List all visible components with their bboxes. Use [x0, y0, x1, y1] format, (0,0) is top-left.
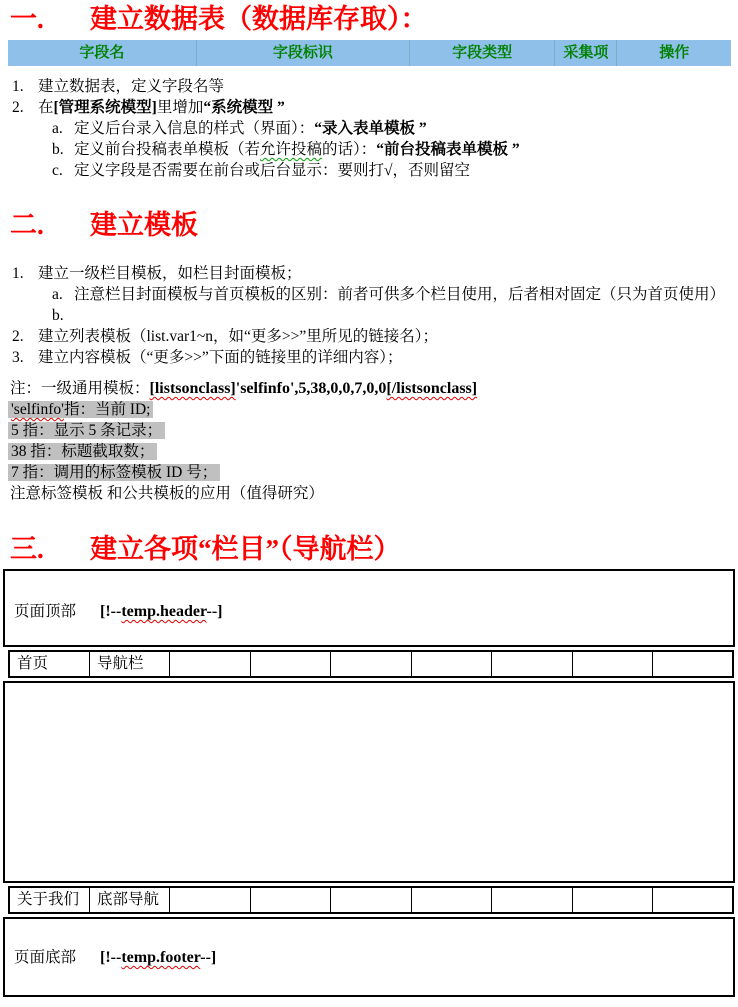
- list-subitem: [0, 305, 738, 326]
- note-tail-line: 注意标签模板 和公共模板的应用（值得研究）: [10, 485, 324, 502]
- note-line: [10, 378, 738, 399]
- section2-heading: [10, 208, 738, 242]
- nav-bar-table: [8, 650, 734, 678]
- footer-cell: [331, 887, 411, 913]
- column-header-field-type: 字段类型: [410, 40, 555, 66]
- footer-cell: [653, 887, 734, 913]
- spellcheck-red: 'selfinfo': [11, 401, 64, 418]
- spellcheck-red: [/listsonclass]: [386, 380, 478, 397]
- section3-heading-title: 建立各项“栏目”（导航栏）: [90, 534, 401, 564]
- list-marker: b.: [52, 141, 64, 158]
- section2-heading-title: 建立模板: [90, 210, 198, 240]
- footer-nav-row: [9, 887, 733, 913]
- list-item-text: 注意栏目封面模板与首页模板的区别：前者可供多个栏目使用，后者相对固定（只为首页使用）: [74, 286, 726, 303]
- section2-list: [0, 263, 738, 368]
- nav-cell: [572, 651, 652, 677]
- list-item-text: 建立内容模板（“更多>>”下面的链接里的详细内容）；: [38, 349, 403, 366]
- temp-footer-tag: [!--temp.footer--]: [100, 949, 217, 966]
- list-subitem: [0, 284, 738, 305]
- header-box-label: 页面顶部: [14, 603, 77, 620]
- list-marker: c.: [52, 162, 63, 179]
- spellcheck-red: temp.footer: [121, 949, 201, 966]
- nav-cell-home: 首页: [9, 651, 89, 677]
- nav-cell: [492, 651, 572, 677]
- temp-header-tag: [!--temp.header--]: [100, 603, 223, 620]
- diagram-footer-box: [3, 917, 735, 997]
- spellcheck-green: 允许投稿: [260, 141, 323, 158]
- highlighted-line: 5 指：显示 5 条记录；: [8, 420, 738, 441]
- section1-heading-title: 建立数据表（数据库存取）：: [90, 4, 428, 34]
- section3-heading-number: 三.: [10, 534, 44, 564]
- list-marker: 1.: [12, 265, 24, 282]
- footer-cell: [411, 887, 491, 913]
- section1-heading-number: 一.: [10, 4, 44, 34]
- list-item: [0, 76, 738, 97]
- footer-cell: [170, 887, 250, 913]
- list-item-text: 在[管理系统模型]里增加“系统模型 ”: [38, 99, 285, 116]
- list-subitem: [0, 139, 738, 160]
- footer-cell-navbar: 底部导航: [89, 887, 169, 913]
- footer-cell: [492, 887, 572, 913]
- page-layout-diagram: [3, 569, 735, 997]
- column-header-operation: 操作: [659, 44, 690, 61]
- list-item: [0, 347, 738, 368]
- section2-heading-number: 二.: [10, 210, 44, 240]
- list-marker: a.: [52, 120, 63, 137]
- column-header-field-id: 字段标识: [197, 40, 410, 66]
- diagram-content-box: [3, 681, 735, 883]
- list-item: [0, 97, 738, 118]
- list-subitem: [0, 118, 738, 139]
- list-marker: 3.: [12, 349, 24, 366]
- highlighted-line: 7 指：调用的标签模板 ID 号；: [8, 462, 738, 483]
- field-table-header: [8, 40, 731, 66]
- section3-heading: [10, 532, 738, 566]
- nav-bar-row: [9, 651, 733, 677]
- template-tag-code: [listsonclass]'selfinfo',5,38,0,0,7,0,0[/listsonclass]: [149, 380, 478, 397]
- highlighted-line: 'selfinfo'指：当前 ID;: [8, 399, 738, 420]
- list-item-text: 建立数据表，定义字段名等: [38, 78, 225, 95]
- list-marker: 2.: [12, 328, 24, 345]
- list-item: [0, 326, 738, 347]
- section1-list: [0, 76, 738, 181]
- list-item-text: 定义后台录入信息的样式（界面）：“录入表单模板 ”: [74, 120, 427, 137]
- list-item: [0, 263, 738, 284]
- column-header-collect: 采集项: [555, 40, 617, 66]
- list-marker: a.: [52, 286, 63, 303]
- list-item-text: 建立一级栏目模板，如栏目封面模板；: [38, 265, 302, 282]
- note-intro-text: 注：一级通用模板：: [10, 380, 150, 397]
- column-header-field-name: 字段名: [8, 40, 197, 66]
- footer-box-label: 页面底部: [14, 949, 77, 966]
- nav-cell: [411, 651, 491, 677]
- list-item-text: 定义字段是否需要在前台或后台显示：要则打√，否则留空: [74, 162, 471, 179]
- nav-cell: [170, 651, 250, 677]
- list-item-text: 定义前台投稿表单模板（若允许投稿的话）：“前台投稿表单模板 ”: [74, 141, 520, 158]
- nav-cell-navbar: 导航栏: [89, 651, 169, 677]
- highlighted-line: 38 指：标题截取数；: [8, 441, 738, 462]
- footer-cell: [250, 887, 330, 913]
- list-item-text: 建立列表模板（list.var1~n，如“更多>>”里所见的链接名）；: [38, 328, 438, 345]
- footer-cell-about: 关于我们: [9, 887, 89, 913]
- list-marker: 2.: [12, 99, 24, 116]
- nav-cell: [250, 651, 330, 677]
- spellcheck-red: [listsonclass]: [149, 380, 236, 397]
- diagram-header-box: [3, 569, 735, 647]
- list-marker: b.: [52, 307, 64, 324]
- list-subitem: [0, 160, 738, 181]
- section1-heading: [10, 4, 738, 34]
- spellcheck-red: temp.header: [121, 603, 207, 620]
- list-marker: 1.: [12, 78, 24, 95]
- nav-cell: [331, 651, 411, 677]
- footer-cell: [572, 887, 652, 913]
- footer-nav-table: [8, 886, 734, 914]
- nav-cell: [653, 651, 734, 677]
